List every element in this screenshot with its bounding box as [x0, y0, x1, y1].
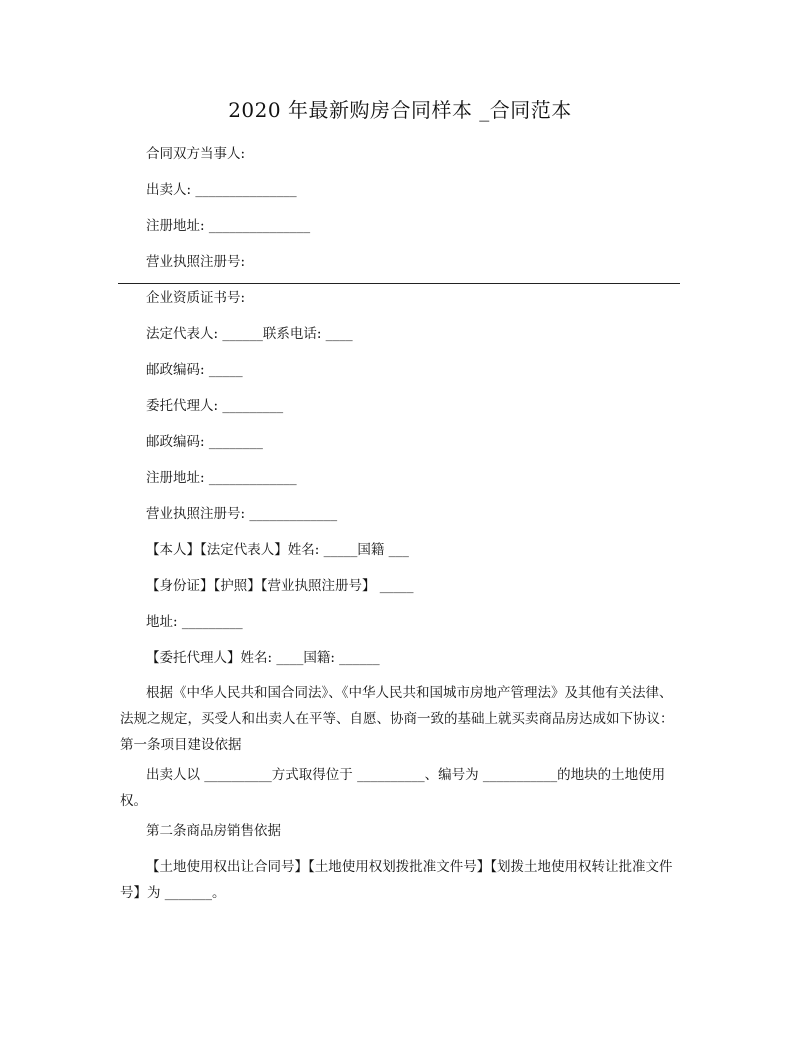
seller-field: 出卖人: _______________: [146, 182, 297, 198]
land-use-paragraph: 出卖人以 __________方式取得位于 __________、编号为 ___________的地块的土地使用权。: [120, 767, 666, 809]
buyer-address-field: 地址: _________: [146, 614, 243, 630]
postal-code-field: 邮政编码: _____: [146, 362, 243, 378]
agent-license-field: 营业执照注册号: _____________: [146, 506, 338, 522]
agent-field: 委托代理人: _________: [146, 398, 284, 414]
document-title: 2020 年最新购房合同样本 _合同范本: [228, 98, 572, 122]
land-right-docs-paragraph: 【土地使用权出让合同号】【土地使用权划拨批准文件号】【划拨土地使用权转让批准文件号】为 _______。: [120, 859, 673, 901]
id-document-field: 【身份证】【护照】【营业执照注册号】 _____: [146, 578, 414, 594]
legal-rep-phone-field: 法定代表人: ______联系电话: ____: [146, 326, 353, 342]
agent-address-field: 注册地址: _____________: [146, 470, 297, 486]
horizontal-rule: [118, 283, 680, 284]
contract-parties-label: 合同双方当事人:: [146, 146, 246, 162]
qualification-cert-field: 企业资质证书号:: [146, 290, 246, 306]
agent-postal-code-field: 邮政编码: ________: [146, 434, 263, 450]
preamble-paragraph: 根据《中华人民共和国合同法》、《中华人民共和国城市房地产管理法》及其他有关法律、法规之规定，买受人和出卖人在平等、自愿、协商一致的基础上就买卖商品房达成如下协议：第一条项目建设依据: [120, 685, 674, 753]
buyer-name-nationality-field: 【本人】【法定代表人】姓名: _____国籍 ___: [146, 542, 409, 558]
buyer-agent-field: 【委托代理人】姓名: ____国籍: ______: [146, 650, 380, 666]
article-two-heading: 第二条商品房销售依据: [146, 823, 281, 839]
business-license-field: 营业执照注册号:: [146, 254, 246, 270]
registered-address-field: 注册地址: _______________: [146, 218, 311, 234]
